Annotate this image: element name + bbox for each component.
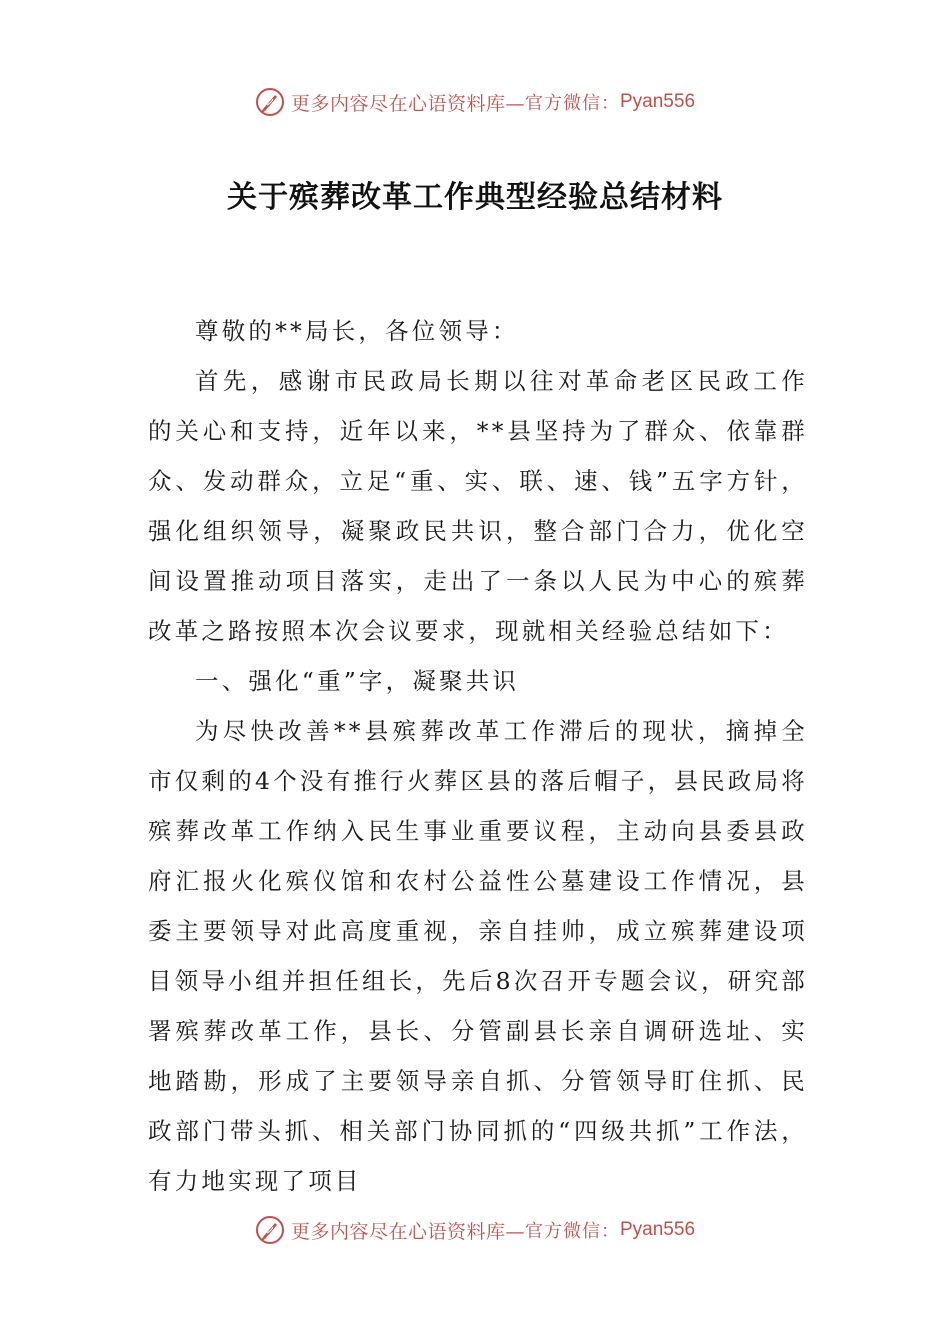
banner-main-text: 更多内容尽在心语资料库—: [290, 1220, 525, 1243]
header-watermark-banner: [0, 82, 950, 122]
quill-logo-icon: [255, 1215, 285, 1245]
document-body: [148, 306, 808, 1206]
body-paragraph: 为尽快改善**县殡葬改革工作滞后的现状，摘掉全市仅剩的4个没有推行火葬区县的落后帽子，县民政局将殡葬改革工作纳入民生事业重要议程，主动向县委县政府汇报火化殡仪馆和农村公益性公墓建设工作情况，县委主要领导对此高度重视，亲自挂帅，成立殡葬建设项目领导小组并担任组长，先后8次召开专题会议，研究部署殡葬改革工作，县长、分管副县长亲自调研选址、实地踏勘，形成了主要领导亲自抓、分管领导盯住抓、民政部门带头抓、相关部门协同抓的“四级共抓”工作法，有力地实现了项目: [148, 717, 808, 1195]
footer-watermark-banner: [0, 1210, 950, 1250]
salutation-paragraph: 尊敬的**局长，各位领导：: [195, 317, 519, 345]
banner-wechat-id: Pyan556: [620, 91, 696, 112]
quill-logo-icon: [255, 87, 285, 117]
intro-paragraph: 首先，感谢市民政局长期以往对革命老区民政工作的关心和支持，近年以来，**县坚持为了群众、依靠群众、发动群众，立足“重、实、联、速、钱”五字方针，强化组织领导，凝聚政民共识，整合部门合力，优化空间设置推动项目落实，走出了一条以人民为中心的殡葬改革之路按照本次会议要求，现就相关经验总结如下：: [148, 367, 808, 645]
banner-wechat-label: 官方微信：: [525, 1221, 620, 1242]
document-title: 关于殡葬改革工作典型经验总结材料: [227, 180, 723, 215]
banner-wechat-label: 官方微信：: [525, 93, 620, 114]
banner-main-text: 更多内容尽在心语资料库—: [290, 92, 525, 115]
section-heading: 一、强化“重”字，凝聚共识: [195, 667, 520, 695]
banner-wechat-id: Pyan556: [620, 1219, 696, 1240]
